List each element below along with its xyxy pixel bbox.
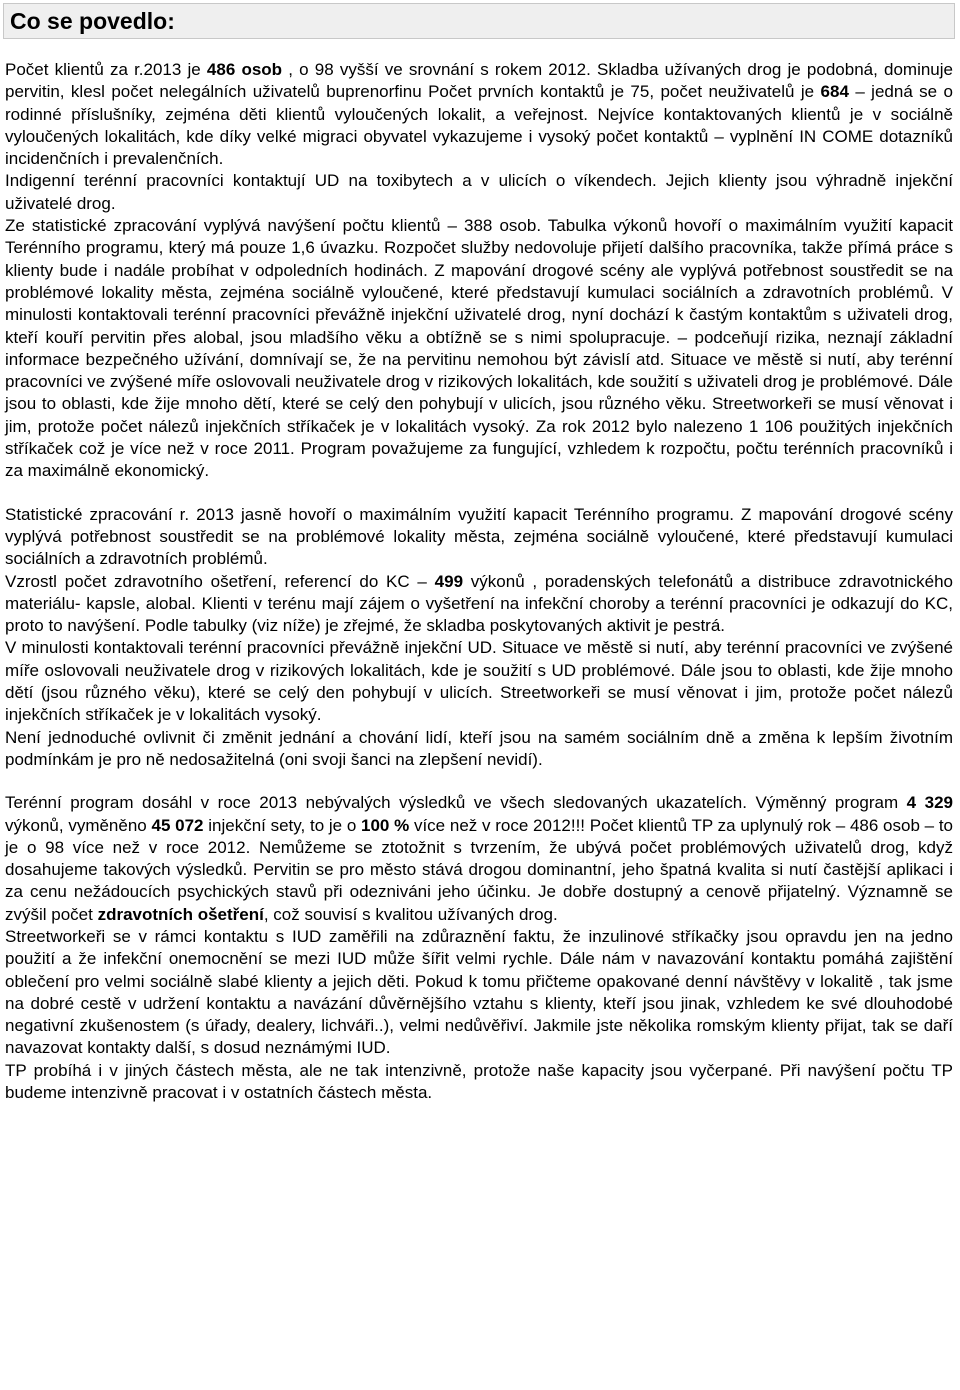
text-run: V minulosti kontaktovali terénní pracovníci převážně injekční UD. Situace ve městě si nutí, aby terénní pracovníci ve zvýšené míře oslovovali neuživatele drog v rizikových lokalitách, kde je soužití s UD problémové. Dále jsou to oblasti, kde žije mnoho dětí (jsou různého věku), které se celý den pohybují v ulicích. Streetworkeři se musí věnovat i jim, protože počet nálezů injekčních stříkaček je v lokalitách vysoký. bbox=[5, 638, 953, 725]
bold-text-run: zdravotních ošetření bbox=[97, 904, 264, 924]
bold-text-run: 45 072 bbox=[151, 815, 204, 835]
text-run: , o 98 vyšší ve srovnání s rokem 2012. Skladba užívaných drog je podobná, dominuje pervitin, klesl počet nelegálních uživatelů buprenorfinu Počet prvních kontaktů je 75, počet neuživatelů je bbox=[5, 60, 953, 102]
document-body bbox=[5, 59, 953, 1104]
paragraph bbox=[5, 215, 953, 483]
paragraph bbox=[5, 727, 953, 772]
paragraph bbox=[5, 1060, 953, 1105]
bold-text-run: 486 osob bbox=[206, 60, 283, 79]
paragraph bbox=[5, 504, 953, 571]
text-run: Statistické zpracování r. 2013 jasně hovoří o maximálním využití kapacit Terénního programu. Z mapování drogové scény vyplývá potřebnost soustředit se na problémové lokality města, zejména sociálně vyloučené, které představují kumulaci sociálních a zdravotních problémů. bbox=[5, 504, 953, 569]
paragraph bbox=[5, 571, 953, 638]
bold-text-run: 499 bbox=[434, 571, 464, 591]
text-run: , což souvisí s kvalitou užívaných drog. bbox=[263, 904, 558, 924]
text-run: více než v roce 2012!!! Počet klientů TP za uplynulý rok – 486 osob – to je o 98 více než v roce 2012. Nemůžeme se ztotožnit s tvrzením, že ubývá počet problémových uživatelů drog, když dosahujeme takových výsledků. Pervitin se pro město stává drogou dominantní, jeho špatná kvalita si nutí častější aplikaci i za cenu nežádoucích psychických stavů při odezniváni jeho účinku. Je dobře dostupný a cenově přijatelný. Významně se zvýšil počet bbox=[5, 815, 954, 924]
paragraph bbox=[5, 59, 953, 170]
text-run: TP probíhá i v jiných částech města, ale ne tak intenzivně, protože naše kapacity jsou vyčerpané. Při navýšení počtu TP budeme intenzivně pracovat i v ostatních částech města. bbox=[5, 1060, 953, 1103]
text-run: Není jednoduché ovlivnit či změnit jednání a chování lidí, kteří jsou na samém sociálním dně a změna k lepším životním podmínkám je pro ně nedosažitelná (oni svoji šanci na zlepšení nevidí). bbox=[5, 727, 953, 769]
text-run: Streetworkeři se v rámci kontaktu s IUD zaměřili na zdůraznění faktu, že inzulinové stříkačky jsou opravdu jen na jedno použití a že infekční onemocnění se mezi IUD může šířit velmi rychle. Dále nám v navazování kontaktu pomáhá zajištění oblečení pro velmi sociálně slabé klienty a jejich děti. Pokud k tomu přičteme opakované denní návštěvy v lokalitě , tak jsme na dobré cestě v udržení kontaktu a navázání důvěrnějšího vztahu s klienty, kteří jsou jinak, vzhledem ke své dlouhodobé negativní zkušenostem (s úřady, dealery, lichváři..), velmi nedůvěřiví. Jakmile jste několika romským klienty přijat, tak se daří navazovat kontakty další, s dosud neznámými IUD. bbox=[5, 926, 953, 1058]
text-run: Ze statistické zpracování vyplývá navýšení počtu klientů – 388 osob. Tabulka výkonů hovoří o maximálním využití kapacit Terénního programu, který má pouze 1,6 úvazku. Rozpočet služby nedovoluje přijetí dalšího pracovníka, takže přímá práce s klienty bude i nadále probíhat v odpoledních hodinách. Z mapování drogové scény ale vyplývá potřebnost soustředit se na problémové lokality města, zejména sociálně vyloučené, které představují kumulaci sociálních a zdravotních problémů. V minulosti kontaktovali terénní pracovníci převážně injekční uživatelé drog, nyní dochází k častým kontaktům s uživateli drog, kteří kouří pervitin přes alobal, jsou mladšího věku a obtížně se s nimi spolupracuje. – podceňují rizika, neznají základní informace bezpečného užívání, domnívají se, že na pervitinu nemohou být závislí atd. Situace ve městě si nutí, aby terénní pracovníci ve zvýšené míře oslovovali neuživatele drog v rizikových lokalitách, kde soužití s uživateli drog je problémové. Dále jsou to oblasti, kde žije mnoho dětí, které se celý den pohybují v ulicích, jsou různého věku. Streetworkeři se musí věnovat i jim, protože počet nálezů injekčních stříkaček je v lokalitách vysoký. Za rok 2012 bylo nalezeno 1 106 použitých injekčních stříkaček což je více než v roce 2011. Program považujeme za fungující, vzhledem k rozpočtu, počtu terénních pracovníků i za maximálně ekonomický. bbox=[5, 216, 953, 481]
text-run: Vzrostl počet zdravotního ošetření, referencí do KC – bbox=[5, 571, 435, 591]
paragraph bbox=[5, 926, 953, 1060]
bold-text-run: 4 329 bbox=[906, 793, 953, 813]
paragraph bbox=[5, 792, 953, 926]
paragraph-spacer bbox=[5, 483, 953, 504]
text-run: – jedná se o rodinné příslušníky, zejména děti klientů vyloučených lokalit, a veřejnost. Nejvíce kontaktovaných klientů je v sociálně vyloučených lokalitách, kde díky velké migraci obyvatel vykazujeme i vysoký počet kontaktů – vyplnění IN COME dotazníků incidenčních i prevalenčních. bbox=[5, 82, 953, 169]
text-run: injekční sety, to je o bbox=[203, 815, 362, 835]
page-heading: Co se povedlo: bbox=[3, 3, 955, 39]
text-run: Indigenní terénní pracovníci kontaktují UD na toxibytech a v ulicích o víkendech. Jejich klienty jsou výhradně injekční uživatelé drog. bbox=[5, 171, 953, 213]
paragraph bbox=[5, 637, 953, 726]
bold-text-run: 100 % bbox=[361, 815, 410, 835]
paragraph-spacer bbox=[5, 771, 953, 792]
text-run: Terénní program dosáhl v roce 2013 nebývalých výsledků ve všech sledovaných ukazatelích. Výměnný program bbox=[5, 793, 907, 813]
bold-text-run: 684 bbox=[820, 82, 849, 102]
paragraph bbox=[5, 170, 953, 215]
text-run: výkonů, vyměněno bbox=[5, 815, 152, 835]
text-run: výkonů , poradenských telefonátů a distribuce zdravotnického materiálu- kapsle, alobal. Klienti v terénu mají zájem o vyšetření na infekční choroby a terénní pracovníci je odkazují do KC, proto to navýšení. Podle tabulky (viz níže) je zřejmé, že skladba poskytovaných aktivit je pestrá. bbox=[5, 571, 953, 636]
text-run: Počet klientů za r.2013 je bbox=[5, 60, 207, 79]
